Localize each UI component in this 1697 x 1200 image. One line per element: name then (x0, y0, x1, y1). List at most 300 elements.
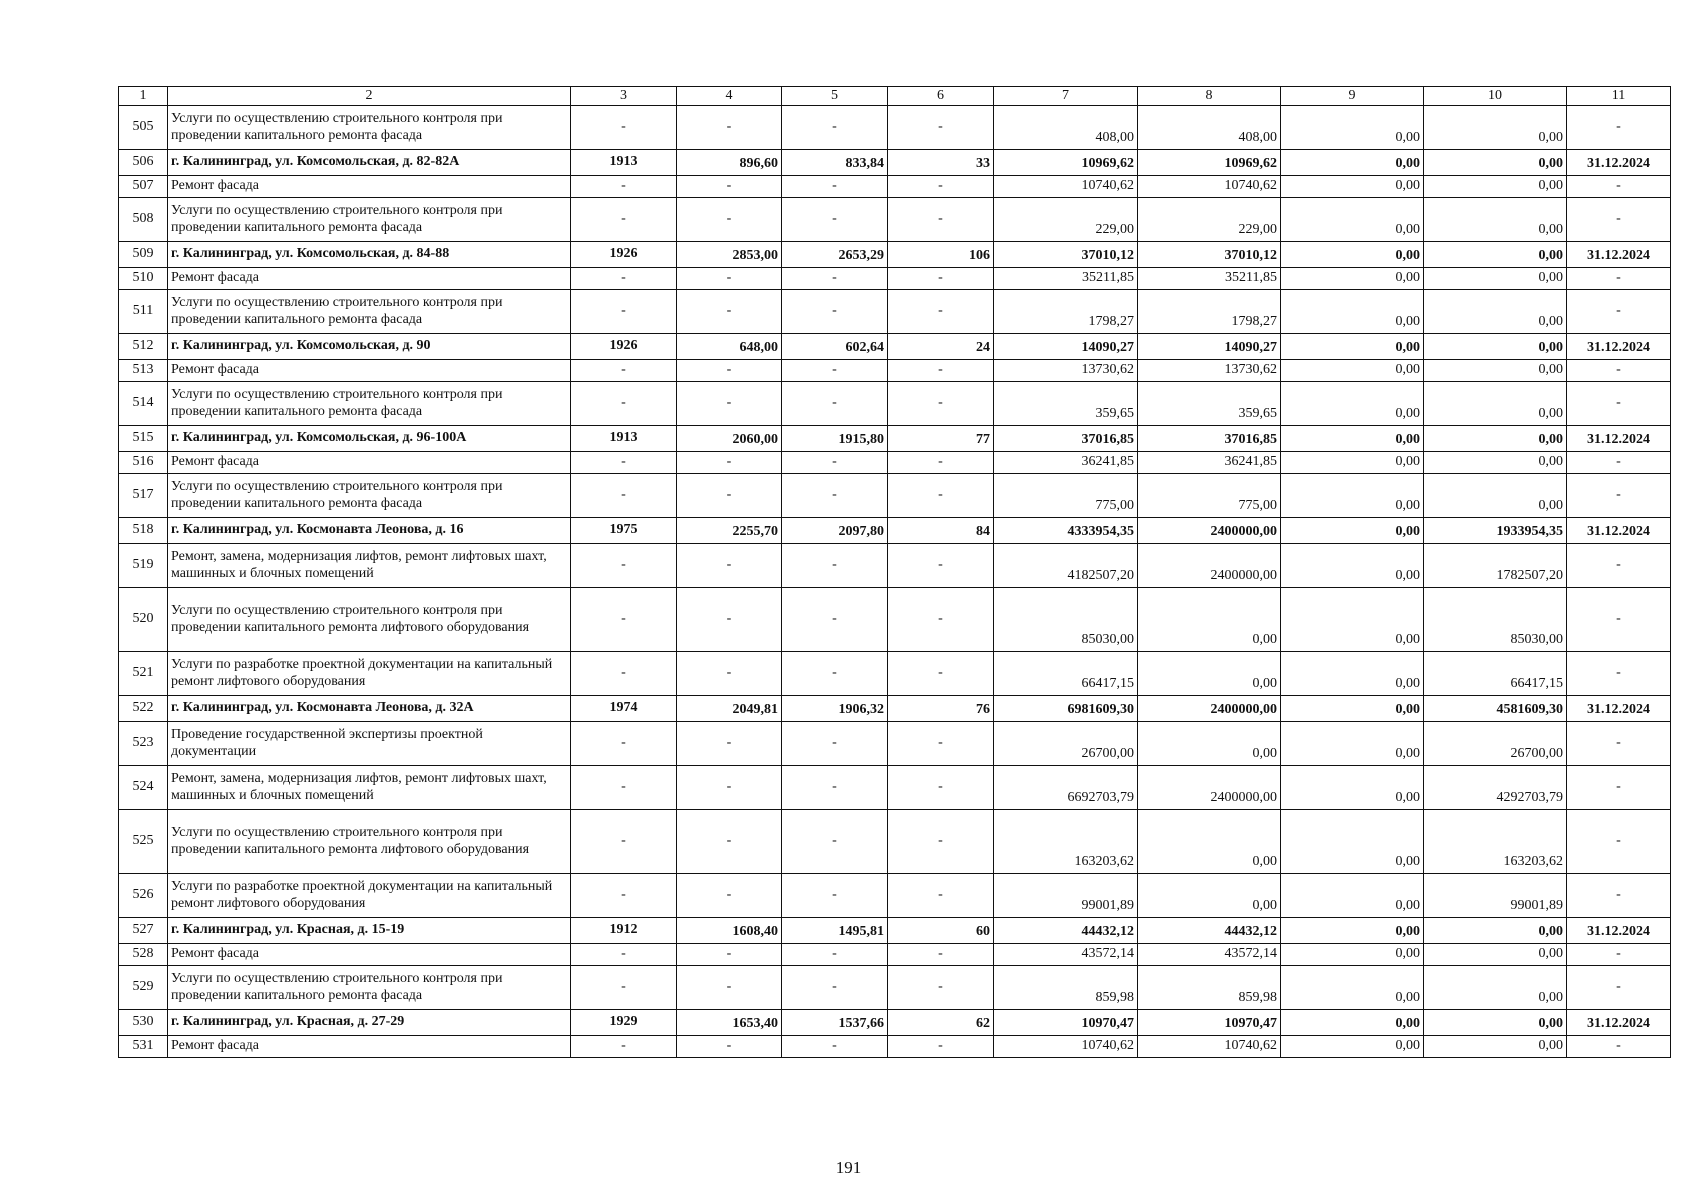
table-row (119, 474, 1671, 518)
area-living-cell: - (782, 198, 888, 242)
area-total-cell: - (677, 722, 782, 766)
deadline-cell: - (1567, 544, 1671, 588)
column-header-1: 1 (119, 87, 168, 106)
item-name: Ремонт, замена, модернизация лифтов, ремонт лифтовых шахт, машинных и блочных помещений (168, 766, 571, 810)
fund-cost-cell: 2400000,00 (1138, 518, 1281, 544)
deadline-cell: 31.12.2024 (1567, 1010, 1671, 1036)
year-cell: - (571, 588, 677, 652)
column-header-4: 4 (677, 87, 782, 106)
area-living-cell: - (782, 382, 888, 426)
house-row (119, 918, 1671, 944)
budget-cost-cell: 0,00 (1281, 944, 1424, 966)
year-cell: - (571, 474, 677, 518)
fund-cost-cell: 2400000,00 (1138, 766, 1281, 810)
fund-cost-cell: 36241,85 (1138, 452, 1281, 474)
area-living-cell: - (782, 966, 888, 1010)
total-cost-cell: 229,00 (994, 198, 1138, 242)
deadline-cell: - (1567, 198, 1671, 242)
table-body (119, 106, 1671, 1058)
owner-cost-cell: 0,00 (1424, 106, 1567, 150)
row-number: 513 (119, 360, 168, 382)
area-total-cell: 896,60 (677, 150, 782, 176)
row-number: 520 (119, 588, 168, 652)
owner-cost-cell: 0,00 (1424, 918, 1567, 944)
owner-cost-cell: 4292703,79 (1424, 766, 1567, 810)
budget-cost-cell: 0,00 (1281, 810, 1424, 874)
residents-cell: - (888, 452, 994, 474)
fund-cost-cell: 1798,27 (1138, 290, 1281, 334)
deadline-cell: 31.12.2024 (1567, 518, 1671, 544)
table-row (119, 360, 1671, 382)
fund-cost-cell: 2400000,00 (1138, 696, 1281, 722)
year-cell: - (571, 360, 677, 382)
area-total-cell: - (677, 198, 782, 242)
budget-cost-cell: 0,00 (1281, 588, 1424, 652)
area-living-cell: - (782, 944, 888, 966)
budget-cost-cell: 0,00 (1281, 474, 1424, 518)
area-living-cell: 1537,66 (782, 1010, 888, 1036)
item-name: Проведение государственной экспертизы проектной документации (168, 722, 571, 766)
year-cell: - (571, 944, 677, 966)
deadline-cell: 31.12.2024 (1567, 242, 1671, 268)
fund-cost-cell: 35211,85 (1138, 268, 1281, 290)
item-name: Услуги по осуществлению строительного контроля при проведении капитального ремонта фасада (168, 474, 571, 518)
area-living-cell: 1915,80 (782, 426, 888, 452)
owner-cost-cell: 0,00 (1424, 382, 1567, 426)
area-living-cell: 1906,32 (782, 696, 888, 722)
budget-cost-cell: 0,00 (1281, 518, 1424, 544)
fund-cost-cell: 10970,47 (1138, 1010, 1281, 1036)
deadline-cell: - (1567, 588, 1671, 652)
area-total-cell: - (677, 652, 782, 696)
fund-cost-cell: 10740,62 (1138, 176, 1281, 198)
table-row (119, 766, 1671, 810)
row-number: 514 (119, 382, 168, 426)
area-total-cell: - (677, 106, 782, 150)
total-cost-cell: 44432,12 (994, 918, 1138, 944)
table-row (119, 966, 1671, 1010)
area-living-cell: - (782, 544, 888, 588)
residents-cell: - (888, 722, 994, 766)
row-number: 511 (119, 290, 168, 334)
item-name: г. Калининград, ул. Космонавта Леонова, д. 16 (168, 518, 571, 544)
item-name: г. Калининград, ул. Комсомольская, д. 82-82А (168, 150, 571, 176)
deadline-cell: - (1567, 722, 1671, 766)
residents-cell: - (888, 652, 994, 696)
fund-cost-cell: 408,00 (1138, 106, 1281, 150)
area-total-cell: - (677, 474, 782, 518)
owner-cost-cell: 0,00 (1424, 198, 1567, 242)
fund-cost-cell: 10740,62 (1138, 1036, 1281, 1058)
deadline-cell: - (1567, 268, 1671, 290)
row-number: 531 (119, 1036, 168, 1058)
deadline-cell: 31.12.2024 (1567, 696, 1671, 722)
year-cell: 1926 (571, 242, 677, 268)
fund-cost-cell: 13730,62 (1138, 360, 1281, 382)
budget-cost-cell: 0,00 (1281, 198, 1424, 242)
total-cost-cell: 43572,14 (994, 944, 1138, 966)
residents-cell: 77 (888, 426, 994, 452)
column-header-3: 3 (571, 87, 677, 106)
total-cost-cell: 10740,62 (994, 1036, 1138, 1058)
budget-cost-cell: 0,00 (1281, 544, 1424, 588)
budget-cost-cell: 0,00 (1281, 290, 1424, 334)
item-name: г. Калининград, ул. Красная, д. 27-29 (168, 1010, 571, 1036)
budget-cost-cell: 0,00 (1281, 1010, 1424, 1036)
house-row (119, 426, 1671, 452)
row-number: 524 (119, 766, 168, 810)
deadline-cell: - (1567, 290, 1671, 334)
row-number: 517 (119, 474, 168, 518)
table-row (119, 382, 1671, 426)
house-row (119, 696, 1671, 722)
deadline-cell: - (1567, 874, 1671, 918)
year-cell: - (571, 766, 677, 810)
table-row (119, 452, 1671, 474)
deadline-cell: 31.12.2024 (1567, 150, 1671, 176)
house-row (119, 1010, 1671, 1036)
total-cost-cell: 99001,89 (994, 874, 1138, 918)
owner-cost-cell: 26700,00 (1424, 722, 1567, 766)
budget-cost-cell: 0,00 (1281, 966, 1424, 1010)
row-number: 526 (119, 874, 168, 918)
row-number: 525 (119, 810, 168, 874)
budget-cost-cell: 0,00 (1281, 722, 1424, 766)
area-living-cell: - (782, 360, 888, 382)
area-living-cell: - (782, 1036, 888, 1058)
area-living-cell: 2097,80 (782, 518, 888, 544)
deadline-cell: - (1567, 360, 1671, 382)
row-number: 506 (119, 150, 168, 176)
area-total-cell: 1653,40 (677, 1010, 782, 1036)
column-header-6: 6 (888, 87, 994, 106)
fund-cost-cell: 0,00 (1138, 874, 1281, 918)
residents-cell: 62 (888, 1010, 994, 1036)
owner-cost-cell: 0,00 (1424, 360, 1567, 382)
item-name: Ремонт, замена, модернизация лифтов, ремонт лифтовых шахт, машинных и блочных помещений (168, 544, 571, 588)
row-number: 519 (119, 544, 168, 588)
area-total-cell: 1608,40 (677, 918, 782, 944)
row-number: 521 (119, 652, 168, 696)
total-cost-cell: 1798,27 (994, 290, 1138, 334)
total-cost-cell: 26700,00 (994, 722, 1138, 766)
total-cost-cell: 10970,47 (994, 1010, 1138, 1036)
budget-cost-cell: 0,00 (1281, 696, 1424, 722)
budget-cost-cell: 0,00 (1281, 918, 1424, 944)
row-number: 509 (119, 242, 168, 268)
area-total-cell: - (677, 766, 782, 810)
item-name: Услуги по осуществлению строительного контроля при проведении капитального ремонта фасада (168, 966, 571, 1010)
residents-cell: - (888, 1036, 994, 1058)
column-header-9: 9 (1281, 87, 1424, 106)
area-total-cell: 2049,81 (677, 696, 782, 722)
row-number: 522 (119, 696, 168, 722)
item-name: г. Калининград, ул. Космонавта Леонова, д. 32А (168, 696, 571, 722)
total-cost-cell: 6981609,30 (994, 696, 1138, 722)
total-cost-cell: 6692703,79 (994, 766, 1138, 810)
year-cell: - (571, 382, 677, 426)
year-cell: - (571, 544, 677, 588)
owner-cost-cell: 0,00 (1424, 150, 1567, 176)
area-total-cell: - (677, 268, 782, 290)
deadline-cell: - (1567, 652, 1671, 696)
fund-cost-cell: 0,00 (1138, 588, 1281, 652)
fund-cost-cell: 44432,12 (1138, 918, 1281, 944)
owner-cost-cell: 0,00 (1424, 474, 1567, 518)
area-total-cell: - (677, 290, 782, 334)
year-cell: 1913 (571, 150, 677, 176)
row-number: 516 (119, 452, 168, 474)
fund-cost-cell: 359,65 (1138, 382, 1281, 426)
area-living-cell: - (782, 268, 888, 290)
owner-cost-cell: 0,00 (1424, 1036, 1567, 1058)
house-row (119, 150, 1671, 176)
item-name: Услуги по разработке проектной документации на капитальный ремонт лифтового оборудования (168, 874, 571, 918)
item-name: Услуги по осуществлению строительного контроля при проведении капитального ремонта фасада (168, 290, 571, 334)
deadline-cell: - (1567, 966, 1671, 1010)
table-row (119, 1036, 1671, 1058)
residents-cell: 106 (888, 242, 994, 268)
year-cell: - (571, 198, 677, 242)
total-cost-cell: 85030,00 (994, 588, 1138, 652)
column-header-5: 5 (782, 87, 888, 106)
year-cell: - (571, 452, 677, 474)
year-cell: - (571, 810, 677, 874)
row-number: 510 (119, 268, 168, 290)
total-cost-cell: 35211,85 (994, 268, 1138, 290)
column-header-10: 10 (1424, 87, 1567, 106)
area-living-cell: 833,84 (782, 150, 888, 176)
area-total-cell: - (677, 944, 782, 966)
residents-cell: - (888, 588, 994, 652)
year-cell: 1974 (571, 696, 677, 722)
row-number: 515 (119, 426, 168, 452)
total-cost-cell: 36241,85 (994, 452, 1138, 474)
fund-cost-cell: 2400000,00 (1138, 544, 1281, 588)
area-total-cell: 648,00 (677, 334, 782, 360)
area-total-cell: - (677, 966, 782, 1010)
area-living-cell: - (782, 722, 888, 766)
fund-cost-cell: 229,00 (1138, 198, 1281, 242)
item-name: Услуги по осуществлению строительного контроля при проведении капитального ремонта фасада (168, 382, 571, 426)
owner-cost-cell: 99001,89 (1424, 874, 1567, 918)
area-total-cell: - (677, 874, 782, 918)
row-number: 512 (119, 334, 168, 360)
area-living-cell: - (782, 588, 888, 652)
total-cost-cell: 408,00 (994, 106, 1138, 150)
budget-cost-cell: 0,00 (1281, 150, 1424, 176)
residents-cell: 84 (888, 518, 994, 544)
owner-cost-cell: 4581609,30 (1424, 696, 1567, 722)
area-living-cell: - (782, 452, 888, 474)
column-header-7: 7 (994, 87, 1138, 106)
budget-cost-cell: 0,00 (1281, 106, 1424, 150)
area-total-cell: - (677, 1036, 782, 1058)
column-header-2: 2 (168, 87, 571, 106)
year-cell: 1912 (571, 918, 677, 944)
row-number: 505 (119, 106, 168, 150)
budget-cost-cell: 0,00 (1281, 1036, 1424, 1058)
residents-cell: - (888, 198, 994, 242)
area-total-cell: - (677, 544, 782, 588)
fund-cost-cell: 43572,14 (1138, 944, 1281, 966)
fund-cost-cell: 775,00 (1138, 474, 1281, 518)
total-cost-cell: 359,65 (994, 382, 1138, 426)
house-row (119, 334, 1671, 360)
year-cell: 1929 (571, 1010, 677, 1036)
year-cell: 1913 (571, 426, 677, 452)
item-name: Ремонт фасада (168, 1036, 571, 1058)
column-header-8: 8 (1138, 87, 1281, 106)
item-name: г. Калининград, ул. Комсомольская, д. 96-100А (168, 426, 571, 452)
deadline-cell: - (1567, 474, 1671, 518)
total-cost-cell: 163203,62 (994, 810, 1138, 874)
item-name: г. Калининград, ул. Красная, д. 15-19 (168, 918, 571, 944)
deadline-cell: 31.12.2024 (1567, 426, 1671, 452)
item-name: г. Калининград, ул. Комсомольская, д. 84-88 (168, 242, 571, 268)
residents-cell: - (888, 944, 994, 966)
year-cell: - (571, 722, 677, 766)
total-cost-cell: 4182507,20 (994, 544, 1138, 588)
year-cell: 1926 (571, 334, 677, 360)
owner-cost-cell: 0,00 (1424, 176, 1567, 198)
residents-cell: - (888, 874, 994, 918)
year-cell: - (571, 874, 677, 918)
total-cost-cell: 66417,15 (994, 652, 1138, 696)
item-name: Ремонт фасада (168, 360, 571, 382)
row-number: 527 (119, 918, 168, 944)
house-row (119, 242, 1671, 268)
item-name: Ремонт фасада (168, 452, 571, 474)
table-row (119, 290, 1671, 334)
area-living-cell: - (782, 290, 888, 334)
item-name: Услуги по осуществлению строительного контроля при проведении капитального ремонта фасада (168, 106, 571, 150)
column-header-11: 11 (1567, 87, 1671, 106)
budget-cost-cell: 0,00 (1281, 874, 1424, 918)
area-total-cell: - (677, 176, 782, 198)
owner-cost-cell: 0,00 (1424, 1010, 1567, 1036)
owner-cost-cell: 66417,15 (1424, 652, 1567, 696)
residents-cell: - (888, 810, 994, 874)
deadline-cell: - (1567, 810, 1671, 874)
table-row (119, 544, 1671, 588)
table-row (119, 106, 1671, 150)
budget-cost-cell: 0,00 (1281, 382, 1424, 426)
row-number: 530 (119, 1010, 168, 1036)
deadline-cell: - (1567, 944, 1671, 966)
area-living-cell: - (782, 106, 888, 150)
budget-cost-cell: 0,00 (1281, 766, 1424, 810)
area-living-cell: 602,64 (782, 334, 888, 360)
owner-cost-cell: 85030,00 (1424, 588, 1567, 652)
residents-cell: - (888, 176, 994, 198)
data-table (118, 86, 1671, 1058)
area-total-cell: - (677, 810, 782, 874)
year-cell: - (571, 268, 677, 290)
residents-cell: - (888, 268, 994, 290)
house-row (119, 518, 1671, 544)
table-row (119, 874, 1671, 918)
residents-cell: 33 (888, 150, 994, 176)
page-number: 191 (835, 1158, 862, 1177)
item-name: Ремонт фасада (168, 176, 571, 198)
total-cost-cell: 4333954,35 (994, 518, 1138, 544)
deadline-cell: - (1567, 176, 1671, 198)
owner-cost-cell: 0,00 (1424, 290, 1567, 334)
fund-cost-cell: 859,98 (1138, 966, 1281, 1010)
deadline-cell: - (1567, 452, 1671, 474)
table-row (119, 176, 1671, 198)
budget-cost-cell: 0,00 (1281, 426, 1424, 452)
owner-cost-cell: 0,00 (1424, 944, 1567, 966)
owner-cost-cell: 0,00 (1424, 452, 1567, 474)
deadline-cell: 31.12.2024 (1567, 918, 1671, 944)
owner-cost-cell: 0,00 (1424, 426, 1567, 452)
area-total-cell: - (677, 588, 782, 652)
area-total-cell: - (677, 360, 782, 382)
area-living-cell: 1495,81 (782, 918, 888, 944)
item-name: Услуги по осуществлению строительного контроля при проведении капитального ремонта лифтового оборудования (168, 810, 571, 874)
table-row (119, 810, 1671, 874)
area-living-cell: - (782, 810, 888, 874)
budget-cost-cell: 0,00 (1281, 176, 1424, 198)
owner-cost-cell: 0,00 (1424, 242, 1567, 268)
total-cost-cell: 859,98 (994, 966, 1138, 1010)
area-living-cell: - (782, 176, 888, 198)
residents-cell: - (888, 474, 994, 518)
residents-cell: - (888, 290, 994, 334)
table-row (119, 588, 1671, 652)
year-cell: - (571, 106, 677, 150)
residents-cell: - (888, 966, 994, 1010)
area-total-cell: - (677, 382, 782, 426)
budget-cost-cell: 0,00 (1281, 452, 1424, 474)
fund-cost-cell: 14090,27 (1138, 334, 1281, 360)
owner-cost-cell: 0,00 (1424, 268, 1567, 290)
area-total-cell: 2060,00 (677, 426, 782, 452)
residents-cell: 60 (888, 918, 994, 944)
year-cell: - (571, 652, 677, 696)
fund-cost-cell: 37016,85 (1138, 426, 1281, 452)
owner-cost-cell: 1782507,20 (1424, 544, 1567, 588)
total-cost-cell: 10740,62 (994, 176, 1138, 198)
fund-cost-cell: 0,00 (1138, 652, 1281, 696)
owner-cost-cell: 0,00 (1424, 334, 1567, 360)
fund-cost-cell: 10969,62 (1138, 150, 1281, 176)
item-name: Услуги по осуществлению строительного контроля при проведении капитального ремонта лифтового оборудования (168, 588, 571, 652)
year-cell: - (571, 290, 677, 334)
item-name: Услуги по разработке проектной документации на капитальный ремонт лифтового оборудования (168, 652, 571, 696)
owner-cost-cell: 163203,62 (1424, 810, 1567, 874)
fund-cost-cell: 0,00 (1138, 810, 1281, 874)
area-living-cell: - (782, 766, 888, 810)
year-cell: - (571, 966, 677, 1010)
owner-cost-cell: 1933954,35 (1424, 518, 1567, 544)
year-cell: 1975 (571, 518, 677, 544)
total-cost-cell: 13730,62 (994, 360, 1138, 382)
deadline-cell: 31.12.2024 (1567, 334, 1671, 360)
table-row (119, 944, 1671, 966)
area-living-cell: - (782, 652, 888, 696)
residents-cell: 76 (888, 696, 994, 722)
residents-cell: 24 (888, 334, 994, 360)
budget-cost-cell: 0,00 (1281, 268, 1424, 290)
table-row (119, 722, 1671, 766)
deadline-cell: - (1567, 382, 1671, 426)
deadline-cell: - (1567, 766, 1671, 810)
area-total-cell: - (677, 452, 782, 474)
item-name: Ремонт фасада (168, 944, 571, 966)
